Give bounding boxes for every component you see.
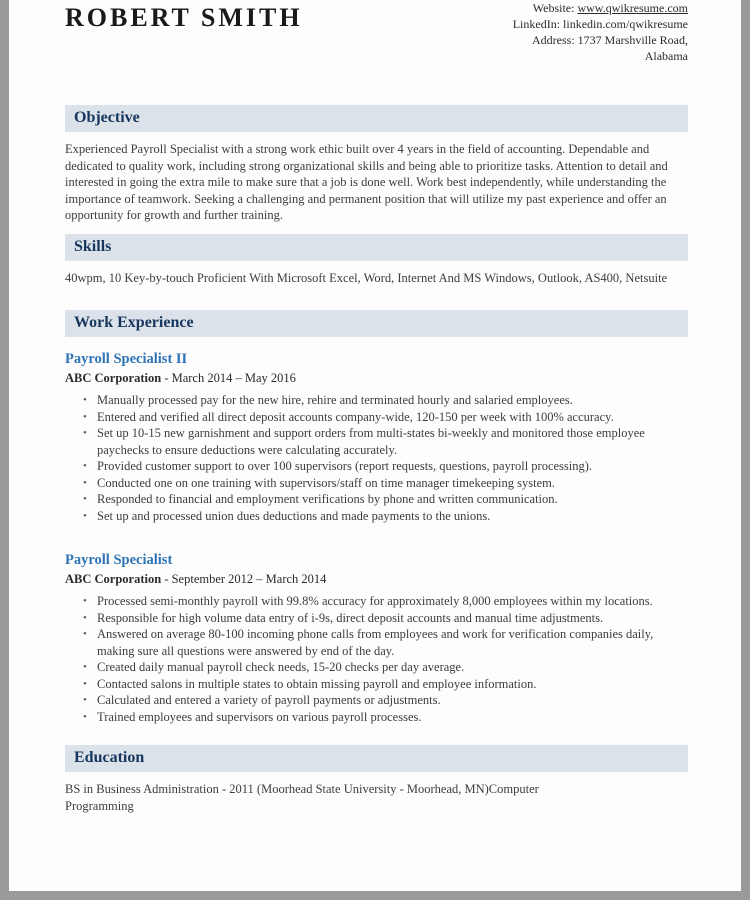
bullet-item: • Created daily manual payroll check needs, 15-20 checks per day average. [65,659,688,676]
job-company-line [65,371,688,386]
job-company-line [65,572,688,587]
job-bullet-list [65,593,688,725]
job-dates: - September 2012 – March 2014 [164,572,327,586]
section-header-work-experience: Work Experience [65,310,688,337]
contact-address-line2: Alabama [644,49,688,63]
resume-header [65,0,688,64]
resume-page [9,0,741,891]
bullet-item: • Provided customer support to over 100 supervisors (report requests, questions, payroll processing). [65,458,688,475]
education-line1: BS in Business Administration - 2011 (Moorhead State University - Moorhead, MN)Computer [65,782,539,796]
contact-info [513,0,688,64]
bullet-item: • Set up and processed union dues deductions and made payments to the unions. [65,508,688,525]
education-line2: Programming [65,798,134,813]
section-header-education: Education [65,745,688,772]
bullet-item: • Set up 10-15 new garnishment and support orders from multi-states bi-weekly and monitored those employee paychecks to ensure deductions were calculating accurately. [65,425,688,458]
objective-text: Experienced Payroll Specialist with a strong work ethic built over 4 years in the field of accounting. Dependable and dedicated to quality work, including strong organizational skills and being able to prioritize tasks. Attention to detail and interested in going the extra mile to make sure that a job is done well. Work best independently, while understanding the importance of teamwork. Seeking a challenging and permanent position that will utilize my past experience and offer an opportunity for growth and further training. [65,142,668,222]
section-header-skills: Skills [65,234,688,261]
section-header-objective: Objective [65,105,688,132]
bullet-item: • Trained employees and supervisors on various payroll processes. [65,709,688,726]
bullet-item: • Entered and verified all direct deposit accounts company-wide, 120-150 per week with 100% accuracy. [65,409,688,426]
bullet-item: • Conducted one on one training with supervisors/staff on time manager timekeeping system. [65,475,688,492]
job-bullet-list [65,392,688,524]
job-entry-payroll-specialist-ii [65,351,688,524]
bullet-item: • Responded to financial and employment verifications by phone and written communication. [65,491,688,508]
company-name: ABC Corporation [65,371,162,385]
bullet-item: • Manually processed pay for the new hire, rehire and terminated hourly and salaried employees. [65,392,688,409]
contact-linkedin: LinkedIn: linkedin.com/qwikresume [512,17,688,31]
job-entry-payroll-specialist [65,552,688,725]
bullet-item: • Responsible for high volume data entry of i-9s, direct deposit accounts and manual time adjustments. [65,610,688,627]
company-name: ABC Corporation [65,572,162,586]
skills-text: 40wpm, 10 Key-by-touch Proficient With Microsoft Excel, Word, Internet And MS Windows, Outlook, AS400, Netsuite [65,270,668,285]
contact-website [513,0,688,16]
website-link[interactable]: www.qwikresume.com [577,1,688,15]
education-text [65,781,688,814]
bullet-item: • Calculated and entered a variety of payroll payments or adjustments. [65,692,688,709]
bullet-item: • Processed semi-monthly payroll with 99.8% accuracy for approximately 8,000 employees within my locations. [65,593,688,610]
candidate-name: ROBERT SMITH [65,3,303,32]
job-title: Payroll Specialist II [65,351,188,367]
bullet-item: • Contacted salons in multiple states to obtain missing payroll and employee information. [65,676,688,693]
job-dates: - March 2014 – May 2016 [164,371,296,385]
job-title: Payroll Specialist [65,552,173,568]
contact-address-line1: Address: 1737 Marshville Road, [532,33,688,47]
website-label: Website: [532,1,578,15]
bullet-item: • Answered on average 80-100 incoming phone calls from employees and work for verification companies daily, making sure all questions were answered by end of the day. [65,626,688,659]
